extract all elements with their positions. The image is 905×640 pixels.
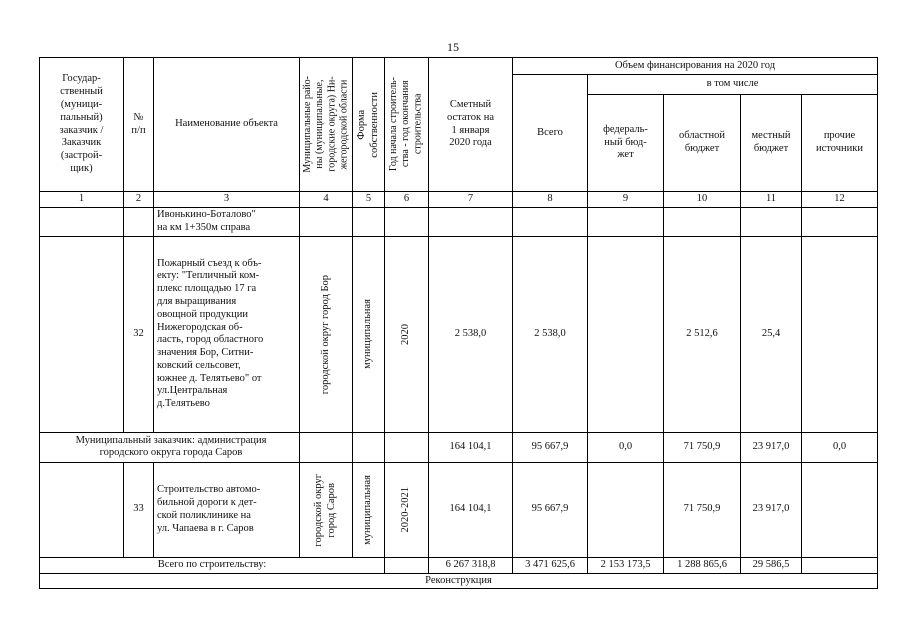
section-row [40, 573, 878, 589]
col-number: 10 [664, 192, 741, 208]
balance-value: 6 267 318,8 [429, 557, 513, 573]
cell-empty [802, 207, 878, 236]
header-customer: Государ- ственный (муници- пальный) заказчик / Заказчик (застрой- щик) [40, 58, 124, 192]
regional-value: 2 512,6 [664, 236, 741, 432]
object-name-cell [154, 236, 300, 432]
object-name: Пожарный съезд к объ- екту: "Тепличный ком- плекс площадью 17 га для выращивания овощной продукции Нижегородская об- ласть, город областного значения Бор, Ситни- ковский сельсовет, южнее д. Телятьево" от ул.Центральная д.Телятьево [157, 257, 264, 410]
construction-total-label: Всего по строительству: [40, 557, 385, 573]
years-cell [385, 236, 429, 432]
col-number: 1 [40, 192, 124, 208]
header-ownership-text: Форма собственности [355, 91, 380, 158]
other-value: 0,0 [802, 432, 878, 462]
cell-empty [40, 462, 124, 557]
cell-empty [353, 432, 385, 462]
other-value [802, 557, 878, 573]
header-municipality-text: Муниципальные райо- ны (муниципальные, городские округа) Ни- жегородской области [301, 76, 350, 173]
financing-table [39, 57, 878, 589]
total-value: 95 667,9 [513, 462, 588, 557]
col-number: 2 [124, 192, 154, 208]
cell-empty [353, 207, 385, 236]
header-ownership [353, 58, 385, 192]
col-number: 6 [385, 192, 429, 208]
cell-empty [385, 557, 429, 573]
other-value [802, 236, 878, 432]
construction-total-row [40, 557, 878, 573]
federal-value: 2 153 173,5 [588, 557, 664, 573]
federal-value: 0,0 [588, 432, 664, 462]
customer-subtotal-row [40, 432, 878, 462]
local-value: 29 586,5 [741, 557, 802, 573]
header-including: в том числе [588, 75, 878, 95]
col-number: 7 [429, 192, 513, 208]
header-funding-title: Объем финансирования на 2020 год [513, 58, 878, 75]
balance-value: 164 104,1 [429, 462, 513, 557]
federal-value [588, 462, 664, 557]
col-number: 4 [300, 192, 353, 208]
other-value [802, 462, 878, 557]
regional-value: 71 750,9 [664, 462, 741, 557]
col-number: 5 [353, 192, 385, 208]
header-row-1 [40, 58, 878, 75]
balance-value: 2 538,0 [429, 236, 513, 432]
table-row-33 [40, 462, 878, 557]
object-name: Строительство автомо- бильной дороги к дет- ской поликлинике на ул. Чапаева в г. Саров [157, 484, 261, 534]
ownership-cell [353, 462, 385, 557]
municipality-text: городской округ город Саров [313, 473, 337, 547]
ownership-text: муниципальная [362, 474, 374, 545]
cell-empty [300, 432, 353, 462]
table-row-continuation [40, 207, 878, 236]
col-number: 8 [513, 192, 588, 208]
header-other: прочие источники [802, 95, 878, 192]
years-cell [385, 462, 429, 557]
regional-value: 71 750,9 [664, 432, 741, 462]
cell-empty [300, 207, 353, 236]
total-value: 3 471 625,6 [513, 557, 588, 573]
row-number: 33 [124, 462, 154, 557]
header-num: № п/п [124, 58, 154, 192]
table-row-32 [40, 236, 878, 432]
col-number: 9 [588, 192, 664, 208]
total-value: 95 667,9 [513, 432, 588, 462]
cell-empty [40, 236, 124, 432]
cell-empty [588, 207, 664, 236]
municipality-cell [300, 462, 353, 557]
object-name: Ивонькино-Боталово" на км 1+350м справа [157, 209, 256, 233]
years-text: 2020 [400, 323, 412, 345]
cell-empty [664, 207, 741, 236]
header-object-name: Наименование объекта [154, 58, 300, 192]
cell-empty [513, 207, 588, 236]
column-numbers-row [40, 192, 878, 208]
header-total: Всего [513, 75, 588, 192]
ownership-text: муниципальная [362, 299, 374, 370]
row-number: 32 [124, 236, 154, 432]
regional-value: 1 288 865,6 [664, 557, 741, 573]
customer-label: Муниципальный заказчик: администрация городского округа города Саров [40, 432, 300, 462]
header-federal: федераль- ный бюд- жет [588, 95, 664, 192]
section-label: Реконструкция [40, 573, 878, 589]
header-regional: областной бюджет [664, 95, 741, 192]
header-local: местный бюджет [741, 95, 802, 192]
header-municipality [300, 58, 353, 192]
cell-empty [124, 207, 154, 236]
local-value: 23 917,0 [741, 462, 802, 557]
cell-empty [741, 207, 802, 236]
header-balance: Сметный остаток на 1 января 2020 года [429, 58, 513, 192]
col-number: 12 [802, 192, 878, 208]
cell-empty [385, 432, 429, 462]
ownership-cell [353, 236, 385, 432]
balance-value: 164 104,1 [429, 432, 513, 462]
total-value: 2 538,0 [513, 236, 588, 432]
page-number: 15 [447, 40, 459, 54]
federal-value [588, 236, 664, 432]
cell-empty [429, 207, 513, 236]
cell-empty [385, 207, 429, 236]
years-text: 2020-2021 [400, 487, 412, 533]
local-value: 23 917,0 [741, 432, 802, 462]
header-years [385, 58, 429, 192]
municipality-cell [300, 236, 353, 432]
cell-empty [40, 207, 124, 236]
header-years-text: Год начала строитель- ства - год окончания строительства [388, 77, 424, 172]
municipality-text: городской округ город Бор [319, 274, 331, 394]
local-value: 25,4 [741, 236, 802, 432]
col-number: 3 [154, 192, 300, 208]
object-name-cell [154, 462, 300, 557]
col-number: 11 [741, 192, 802, 208]
object-name-cell [154, 207, 300, 236]
